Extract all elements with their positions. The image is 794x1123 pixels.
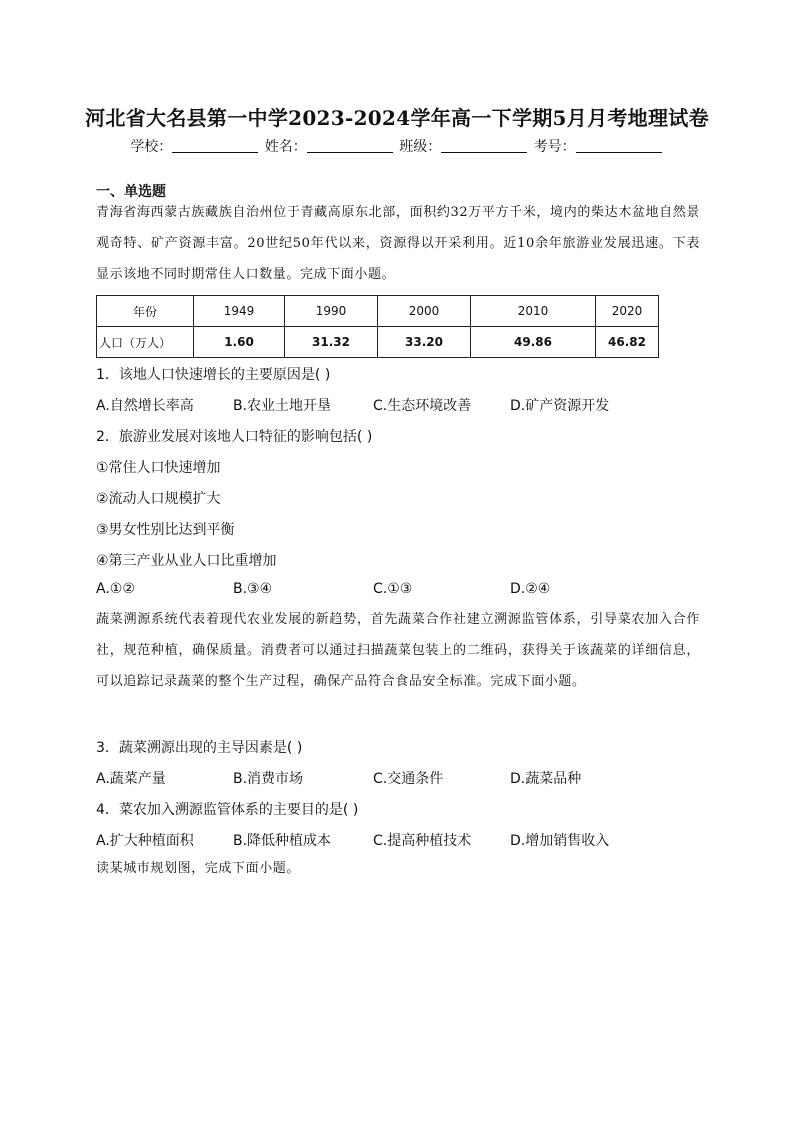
exam-number-label: 考号：	[533, 139, 576, 155]
table-value-cell: 49.86	[471, 327, 596, 358]
question-2-item: ④第三产业从业人口比重增加	[96, 553, 277, 569]
option-b[interactable]: B.消费市场	[233, 771, 304, 787]
table-header-label: 年份	[97, 296, 194, 327]
option-d[interactable]: D.增加销售收入	[510, 833, 610, 849]
question-1-stem: 1．该地人口快速增长的主要原因是( )	[96, 367, 331, 383]
student-info-line	[0, 136, 794, 156]
table-value-row	[97, 327, 659, 358]
passage-1: 青海省海西蒙古族藏族自治州位于青藏高原东北部，面积约32万平方千米，境内的柴达木盆地自然景观奇特、矿产资源丰富。20世纪50年代以来，资源得以开采利用。近10余年旅游业发展迅速。下表显示该地不同时期常住人口数量。完成下面小题。	[96, 205, 700, 282]
option-c[interactable]: C.提高种植技术	[373, 833, 472, 849]
class-blank[interactable]	[441, 138, 527, 153]
option-d[interactable]: D.矿产资源开发	[510, 398, 610, 414]
option-c[interactable]: C.交通条件	[373, 771, 444, 787]
section-title: 一、单选题	[96, 184, 166, 200]
name-label: 姓名：	[264, 139, 307, 155]
table-year-cell: 1949	[194, 296, 285, 327]
exam-title: 河北省大名县第一中学2023-2024学年高一下学期5月月考地理试卷	[85, 106, 709, 130]
school-label: 学校：	[130, 139, 173, 155]
option-c[interactable]: C.①③	[373, 581, 413, 597]
table-year-cell: 1990	[285, 296, 378, 327]
table-year-cell: 2000	[378, 296, 471, 327]
question-2-item: ②流动人口规模扩大	[96, 491, 221, 507]
name-blank[interactable]	[307, 138, 393, 153]
question-3-stem: 3．蔬菜溯源出现的主导因素是( )	[96, 740, 303, 756]
question-2-item: ①常住人口快速增加	[96, 460, 221, 476]
option-a[interactable]: A.①②	[96, 581, 135, 597]
option-d[interactable]: D.蔬菜品种	[510, 771, 582, 787]
passage-3: 读某城市规划图，完成下面小题。	[96, 861, 301, 876]
table-value-cell: 46.82	[596, 327, 659, 358]
population-table	[96, 295, 659, 358]
question-2-item: ③男女性别比达到平衡	[96, 522, 235, 538]
option-a[interactable]: A.扩大种植面积	[96, 833, 194, 849]
option-c[interactable]: C.生态环境改善	[373, 398, 472, 414]
passage-2: 蔬菜溯源系统代表着现代农业发展的新趋势，首先蔬菜合作社建立溯源监管体系，引导菜农加入合作社，规范种植，确保质量。消费者可以通过扫描蔬菜包装上的二维码，获得关于该蔬菜的详细信息，可以追踪记录蔬菜的整个生产过程，确保产品符合食品安全标准。完成下面小题。	[96, 612, 700, 689]
table-row-label: 人口（万人）	[97, 327, 194, 358]
option-b[interactable]: B.农业土地开垦	[233, 398, 332, 414]
option-a[interactable]: A.蔬菜产量	[96, 771, 166, 787]
option-a[interactable]: A.自然增长率高	[96, 398, 194, 414]
table-header-row	[97, 296, 659, 327]
question-2-stem: 2．旅游业发展对该地人口特征的影响包括( )	[96, 429, 373, 445]
question-4-stem: 4．菜农加入溯源监管体系的主要目的是( )	[96, 802, 359, 818]
option-d[interactable]: D.②④	[510, 581, 551, 597]
class-label: 班级：	[399, 139, 442, 155]
option-b[interactable]: B.降低种植成本	[233, 833, 332, 849]
table-year-cell: 2010	[471, 296, 596, 327]
school-blank[interactable]	[172, 138, 258, 153]
table-value-cell: 31.32	[285, 327, 378, 358]
option-b[interactable]: B.③④	[233, 581, 273, 597]
table-year-cell: 2020	[596, 296, 659, 327]
exam-number-blank[interactable]	[576, 138, 662, 153]
table-value-cell: 1.60	[194, 327, 285, 358]
table-value-cell: 33.20	[378, 327, 471, 358]
